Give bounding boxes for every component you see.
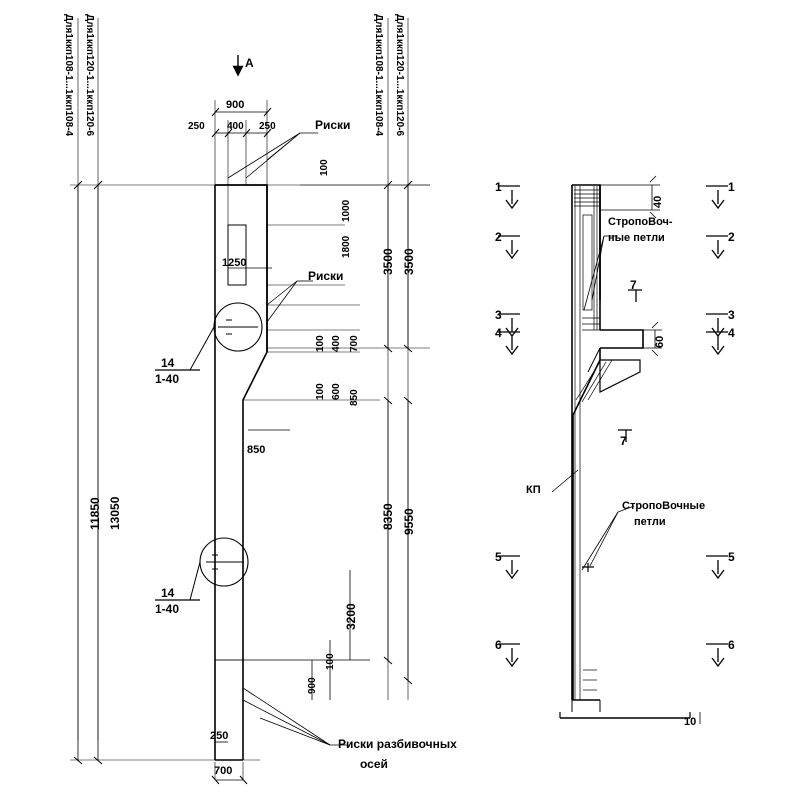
note-kp: КП xyxy=(526,484,541,496)
section-label-left-4: 4 xyxy=(495,326,502,340)
weld-mark-2-top: 14 xyxy=(161,586,175,600)
dim-3500-b: 3500 xyxy=(402,248,416,275)
dim-8350: 8350 xyxy=(381,503,395,530)
note-stropovochnye-upper-line2: ные петли xyxy=(608,232,665,244)
dim-250-b: 250 xyxy=(259,121,276,132)
weld-mark-2-bottom: 1-40 xyxy=(155,602,180,616)
dim-1800: 1800 xyxy=(341,235,352,258)
dim-100-top: 100 xyxy=(319,159,330,176)
dim-850-mid2: 850 xyxy=(349,389,360,406)
dim-40-side: 40 xyxy=(652,195,664,208)
dim-250-a: 250 xyxy=(188,121,205,132)
section-label-z-2: 7 xyxy=(620,434,627,448)
note-stropovochnye-lower-line2: петли xyxy=(634,516,666,528)
note-riski-top: Риски xyxy=(315,118,351,132)
dim-3200: 3200 xyxy=(344,603,358,630)
section-label-left-5: 5 xyxy=(495,550,502,564)
vertical-label-2: Для1ккп120-1...1ккп120-6 xyxy=(84,14,95,137)
weld-mark-1-top: 14 xyxy=(161,356,175,370)
section-label-right-6: 6 xyxy=(728,638,735,652)
dim-1000: 1000 xyxy=(341,199,352,222)
dim-900-bottom: 900 xyxy=(307,677,318,694)
dim-10-base: 10 xyxy=(684,716,697,728)
vertical-label-3: Для1ккп108-1...1ккп108-4 xyxy=(373,14,384,137)
section-label-left-2: 2 xyxy=(495,230,502,244)
dim-1250: 1250 xyxy=(222,257,247,269)
section-label-left-3: 3 xyxy=(495,308,502,322)
note-riski-razbivochnyh: Риски разбивочных xyxy=(338,737,457,751)
note-stropovochnye-lower-line1: СтропоВочные xyxy=(622,500,706,512)
dim-700-bottom: 700 xyxy=(214,765,233,777)
dim-11850: 11850 xyxy=(88,497,102,530)
section-label-left-6: 6 xyxy=(495,638,502,652)
dim-600-mid2: 600 xyxy=(331,383,342,400)
dim-60-side: 60 xyxy=(654,335,666,348)
section-label-right-5: 5 xyxy=(728,550,735,564)
vertical-label-1: Для1ккп108-1...1ккп108-4 xyxy=(63,14,74,137)
section-label-left-1: 1 xyxy=(495,180,502,194)
weld-mark-1-bottom: 1-40 xyxy=(155,372,180,386)
dim-250-bottom: 250 xyxy=(210,730,229,742)
dim-850-offset: 850 xyxy=(247,444,266,456)
note-riski-mid: Риски xyxy=(308,269,344,283)
dim-3500-a: 3500 xyxy=(381,248,395,275)
dim-13050: 13050 xyxy=(108,496,122,530)
dim-100-bottom: 100 xyxy=(325,653,336,670)
note-stropovochnye-upper-line1: СтропоВоч- xyxy=(608,216,673,228)
note-osey: осей xyxy=(360,757,388,771)
section-marker-a: A xyxy=(245,56,254,70)
vertical-label-4: Для1ккп120-1...1ккп120-6 xyxy=(394,14,405,137)
section-label-right-1: 1 xyxy=(728,180,735,194)
section-label-right-2: 2 xyxy=(728,230,735,244)
section-label-right-3: 3 xyxy=(728,308,735,322)
dim-900-top: 900 xyxy=(226,99,245,111)
dim-100-mid: 100 xyxy=(315,335,326,352)
dim-9550: 9550 xyxy=(402,508,416,535)
section-label-z-1: 7 xyxy=(630,278,637,292)
dim-700-mid: 700 xyxy=(349,335,360,352)
dim-100-mid2: 100 xyxy=(315,383,326,400)
dim-400-mid: 400 xyxy=(331,335,342,352)
dim-400-a: 400 xyxy=(227,121,244,132)
section-label-right-4: 4 xyxy=(728,326,735,340)
